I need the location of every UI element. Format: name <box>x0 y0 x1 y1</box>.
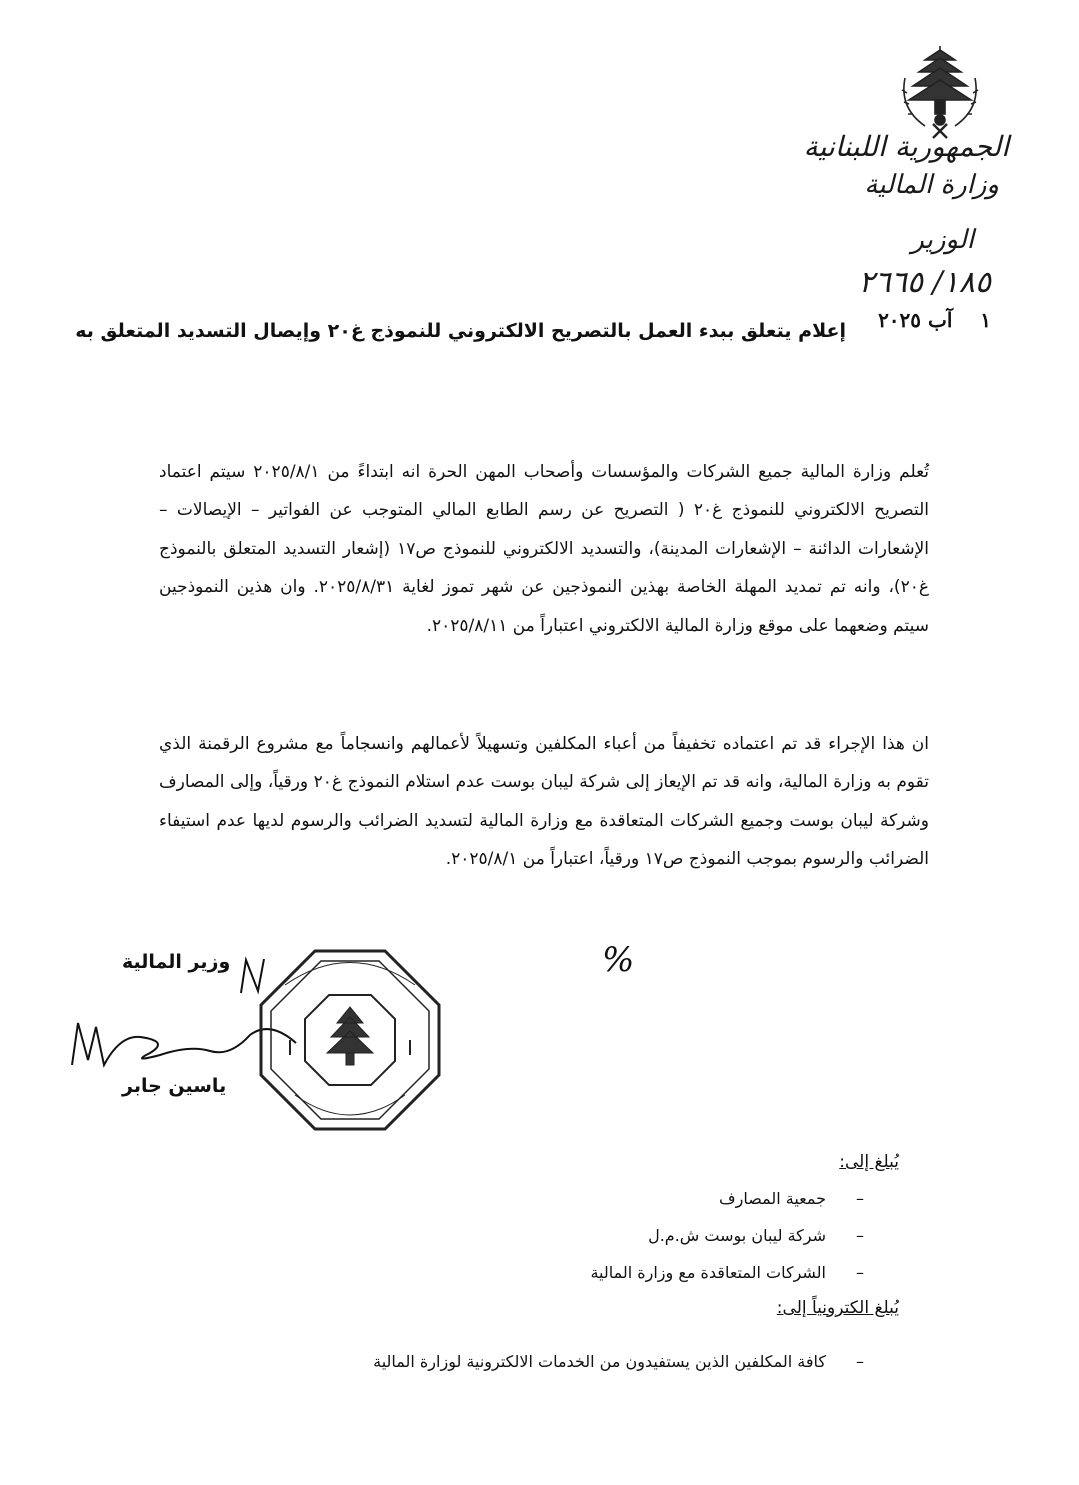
reference-number: ١٨٥/ ٢٦٦٥ <box>858 265 991 300</box>
body-paragraph-2: ان هذا الإجراء قد تم اعتماده تخفيفاً من أعباء المكلفين وتسهيلاً لأعمالهم وانسجاماً مع مشروع الرقمنة الذي تقوم به وزارة المالية، وانه قد تم الإيعاز إلى شركة ليبان بوست عدم استلام النموذج غ٢٠ ورقياً، وإلى المصارف وشركة ليبان بوست وجميع الشركات المتعاقدة مع وزارة المالية لتسديد الضرائب والرسوم لديها عدم استيفاء الضرائب والرسوم بموجب النموذج ص١٧ ورقياً، اعتباراً من ٢٠٢٥/٨/١. <box>159 734 929 870</box>
list-item: – الشركات المتعاقدة مع وزارة المالية <box>590 1254 864 1291</box>
electronic-distribution-list <box>373 1343 864 1380</box>
signatory-title: وزير المالية <box>122 951 231 973</box>
header-ministry: وزارة المالية <box>864 170 999 200</box>
header-republic: الجمهورية اللبنانية <box>803 130 1009 163</box>
title-row <box>75 308 991 352</box>
initials-mark: % <box>602 940 635 980</box>
distribution-list <box>590 1180 864 1291</box>
header-minister: الوزير <box>911 225 974 255</box>
issue-day: ١ <box>980 308 991 332</box>
handwritten-mark-icon <box>236 955 286 995</box>
document-title: إعلام يتعلق ببدء العمل بالتصريح الالكتروني للنموذج غ٢٠ وإيصال التسديد المتعلق به <box>75 320 846 342</box>
issue-date <box>878 308 991 332</box>
distribution-heading: يُبلغ إلى: <box>839 1152 899 1172</box>
signatory-name: ياسين جابر <box>122 1075 227 1097</box>
list-item: – شركة ليبان بوست ش.م.ل <box>590 1217 864 1254</box>
body-paragraph-1: تُعلم وزارة المالية جميع الشركات والمؤسسات وأصحاب المهن الحرة انه ابتداءً من ٢٠٢٥/٨/١ سيتم اعتماد التصريح الالكتروني للنموذج غ٢٠ ( التصريح عن رسم الطابع المالي المتوجب عن الفواتير – الإيصالات – الإشعارات الدائنة – الإشعارات المدينة)، والتسديد الالكتروني للنموذج ص١٧ (إشعار التسديد المتعلق بالنموذج غ٢٠)، وانه تم تمديد المهلة الخاصة بهذين النموذجين عن شهر تموز لغاية ٢٠٢٥/٨/٣١. وان هذين النموذجين سيتم وضعهما على موقع وزارة المالية الالكتروني اعتباراً من ٢٠٢٥/٨/١١. <box>159 462 930 636</box>
list-item: – كافة المكلفين الذين يستفيدون من الخدمات الالكترونية لوزارة المالية <box>373 1343 864 1380</box>
list-item: – جمعية المصارف <box>590 1180 864 1217</box>
issue-month-year: آب ٢٠٢٥ <box>878 308 953 332</box>
electronic-distribution-heading: يُبلغ الكترونياً إلى: <box>776 1298 899 1318</box>
